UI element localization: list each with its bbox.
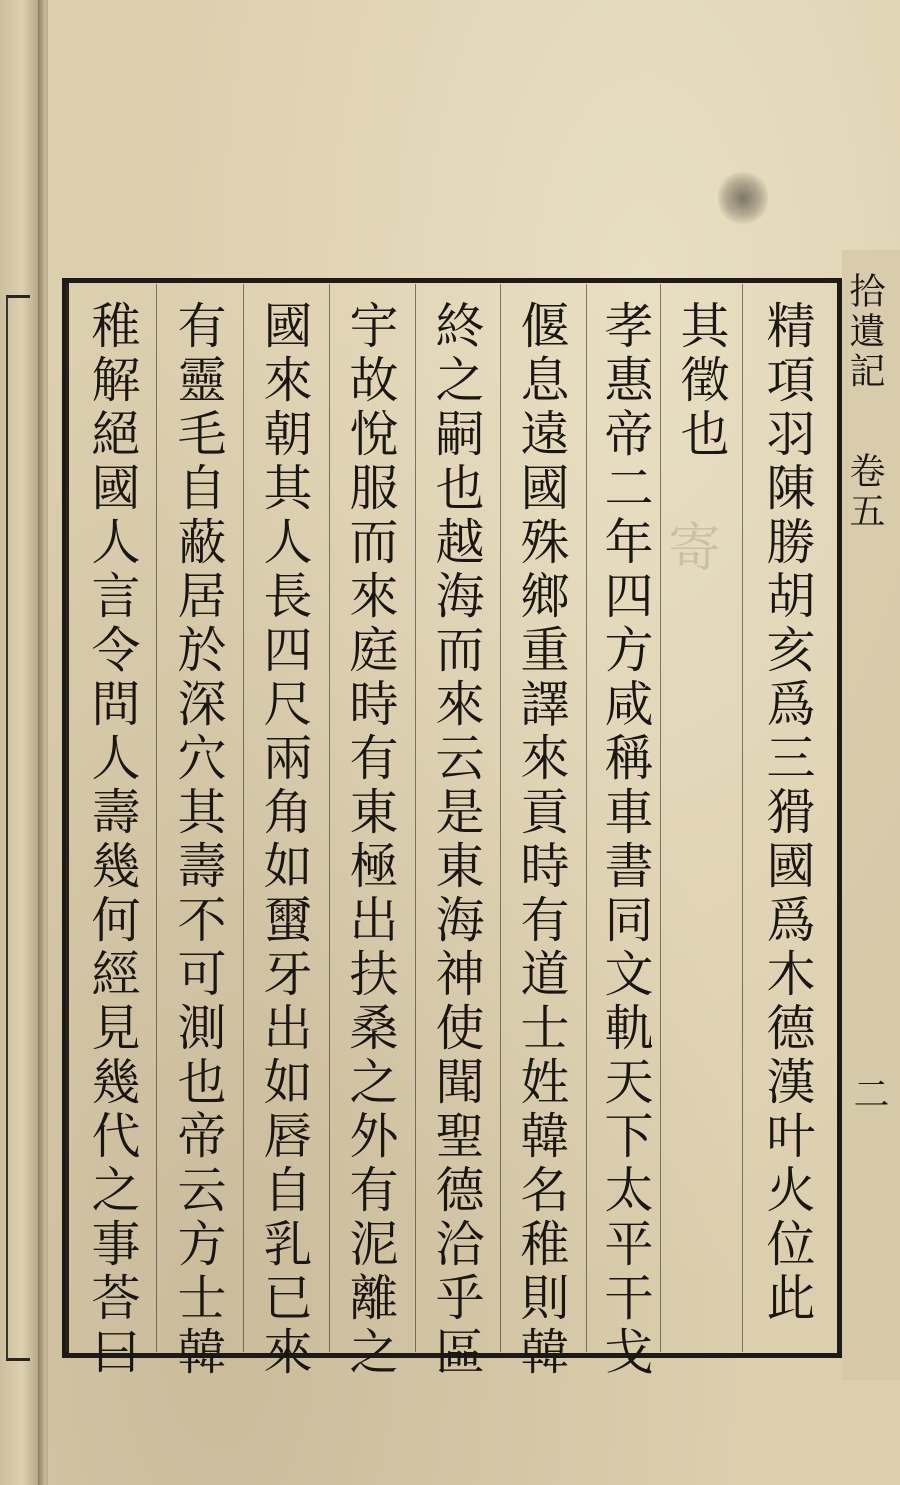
previous-page-border bbox=[6, 295, 30, 1361]
column-rule bbox=[156, 284, 157, 1352]
column-rule bbox=[660, 284, 661, 1352]
ink-stain bbox=[718, 168, 768, 228]
previous-page-edge bbox=[0, 0, 40, 1485]
text-column-4: 偃息遠國殊鄉重譯來貢時有道士姓韓名稚則韓 bbox=[513, 300, 570, 1380]
text-column-6: 宇故悅服而來庭時有東極出扶桑之外有泥離之 bbox=[342, 300, 399, 1380]
folio-number: 二 bbox=[848, 1075, 889, 1111]
column-rule bbox=[243, 284, 244, 1352]
column-rule bbox=[415, 284, 416, 1352]
column-rule bbox=[742, 284, 743, 1352]
text-column-8: 有靈毛自蔽居於深穴其壽不可測也帝云方士韓 bbox=[170, 300, 227, 1380]
column-rule bbox=[329, 284, 330, 1352]
text-column-5: 終之嗣也越海而來云是東海神使聞聖德洽乎區 bbox=[428, 300, 485, 1380]
volume-label: 卷五 bbox=[844, 452, 885, 532]
text-column-1: 精項羽陳勝胡亥爲三猾國爲木德漢叶火位此 bbox=[759, 300, 816, 1326]
running-header bbox=[840, 272, 888, 532]
text-column-3: 孝惠帝二年四方咸稱車書同文軌天下太平干戈 bbox=[597, 300, 654, 1380]
column-rule bbox=[586, 284, 587, 1352]
text-column-2: 其徵也 bbox=[673, 300, 730, 462]
faint-pencil-mark: 寄 bbox=[659, 520, 719, 580]
book-title: 拾遺記 bbox=[844, 272, 885, 392]
column-rule bbox=[500, 284, 501, 1352]
text-column-7: 國來朝其人長四尺兩角如蠒牙出如唇自乳已來 bbox=[256, 300, 313, 1380]
text-column-9: 稚解絕國人言令問人壽幾何經見幾代之事荅曰 bbox=[84, 300, 141, 1380]
